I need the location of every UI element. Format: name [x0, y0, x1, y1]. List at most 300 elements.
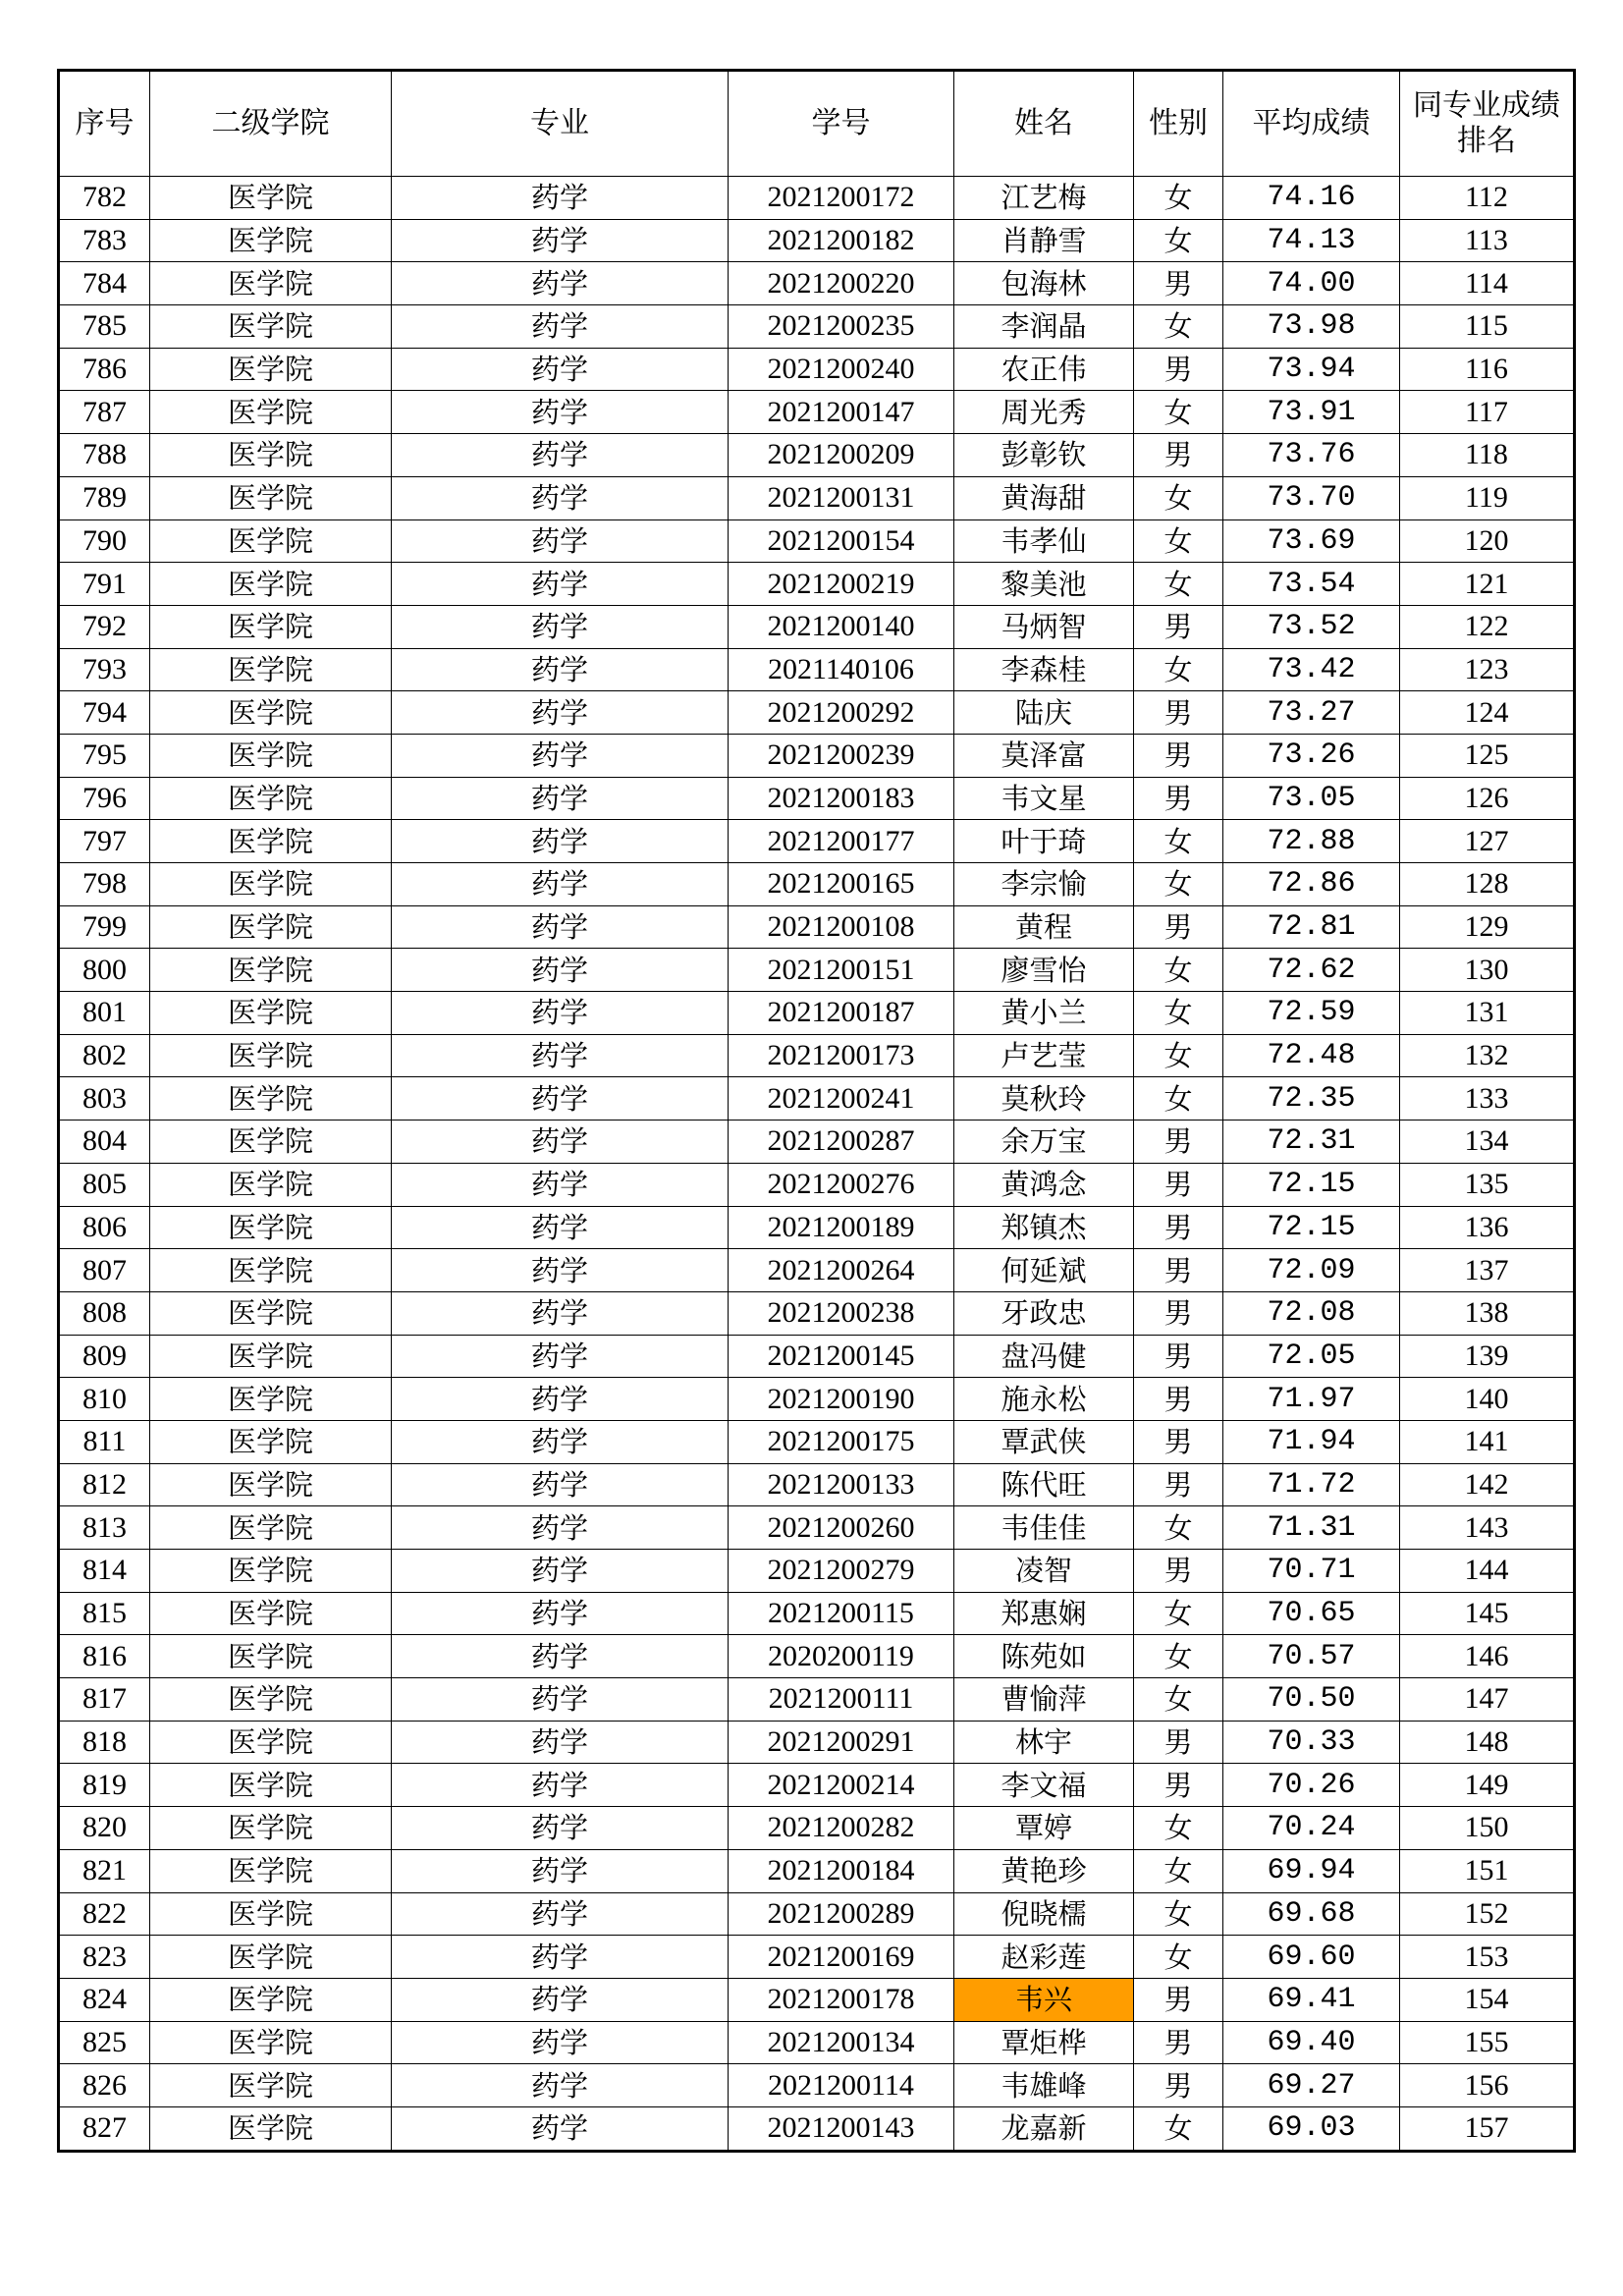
- seq-cell: 802: [59, 1034, 150, 1077]
- seq-cell: 820: [59, 1807, 150, 1850]
- student-id-cell: 2021200220: [729, 262, 954, 305]
- major-cell: 药学: [392, 1463, 729, 1506]
- avg-score-cell: 72.05: [1223, 1335, 1400, 1378]
- college-cell: 医学院: [150, 1892, 392, 1936]
- name-cell: 倪晓檽: [954, 1892, 1134, 1936]
- table-row: [59, 820, 1575, 863]
- rank-cell: 125: [1400, 734, 1575, 777]
- seq-cell: 805: [59, 1163, 150, 1206]
- avg-score-cell: 72.88: [1223, 820, 1400, 863]
- avg-score-cell: 71.94: [1223, 1420, 1400, 1463]
- gender-cell: 女: [1134, 949, 1223, 992]
- major-cell: 药学: [392, 262, 729, 305]
- name-cell: 李润晶: [954, 305, 1134, 349]
- student-id-cell: 2021200289: [729, 1892, 954, 1936]
- student-id-cell: 2021200115: [729, 1592, 954, 1635]
- college-cell: 医学院: [150, 1420, 392, 1463]
- rank-cell: 138: [1400, 1291, 1575, 1335]
- gender-cell: 男: [1134, 734, 1223, 777]
- avg-score-cell: 73.52: [1223, 605, 1400, 648]
- seq-cell: 784: [59, 262, 150, 305]
- avg-score-cell: 72.86: [1223, 863, 1400, 906]
- name-cell: 陆庆: [954, 691, 1134, 735]
- rank-cell: 140: [1400, 1378, 1575, 1421]
- table-row: [59, 177, 1575, 220]
- college-cell: 医学院: [150, 1335, 392, 1378]
- table-row: [59, 1034, 1575, 1077]
- avg-score-cell: 69.94: [1223, 1849, 1400, 1892]
- student-id-cell: 2021200169: [729, 1936, 954, 1979]
- gender-cell: 女: [1134, 391, 1223, 434]
- name-cell: 余万宝: [954, 1121, 1134, 1164]
- table-row: [59, 1592, 1575, 1635]
- table-row: [59, 2021, 1575, 2064]
- name-cell: 莫秋玲: [954, 1077, 1134, 1121]
- table-row: [59, 1892, 1575, 1936]
- major-cell: 药学: [392, 648, 729, 691]
- gender-cell: 女: [1134, 820, 1223, 863]
- name-cell: 黄程: [954, 905, 1134, 949]
- seq-cell: 808: [59, 1291, 150, 1335]
- name-cell: 廖雪怡: [954, 949, 1134, 992]
- college-cell: 医学院: [150, 348, 392, 391]
- college-cell: 医学院: [150, 949, 392, 992]
- rank-cell: 126: [1400, 777, 1575, 820]
- college-cell: 医学院: [150, 476, 392, 519]
- seq-cell: 815: [59, 1592, 150, 1635]
- seq-cell: 795: [59, 734, 150, 777]
- student-id-cell: 2021200114: [729, 2064, 954, 2107]
- student-id-cell: 2021200177: [729, 820, 954, 863]
- seq-cell: 813: [59, 1506, 150, 1550]
- student-id-cell: 2021200147: [729, 391, 954, 434]
- table-row: [59, 905, 1575, 949]
- name-cell: 凌智: [954, 1550, 1134, 1593]
- college-cell: 医学院: [150, 1249, 392, 1292]
- table-row: [59, 563, 1575, 606]
- rank-cell: 144: [1400, 1550, 1575, 1593]
- seq-cell: 824: [59, 1978, 150, 2021]
- student-id-cell: 2021200131: [729, 476, 954, 519]
- seq-cell: 788: [59, 434, 150, 477]
- student-id-cell: 2021200151: [729, 949, 954, 992]
- student-id-cell: 2021200182: [729, 219, 954, 262]
- rank-cell: 147: [1400, 1678, 1575, 1722]
- seq-cell: 821: [59, 1849, 150, 1892]
- gender-cell: 女: [1134, 305, 1223, 349]
- rank-cell: 145: [1400, 1592, 1575, 1635]
- gender-cell: 女: [1134, 2106, 1223, 2151]
- gender-cell: 女: [1134, 1034, 1223, 1077]
- avg-score-cell: 73.91: [1223, 391, 1400, 434]
- name-cell: 农正伟: [954, 348, 1134, 391]
- name-cell: 龙嘉新: [954, 2106, 1134, 2151]
- rank-cell: 129: [1400, 905, 1575, 949]
- avg-score-cell: 74.00: [1223, 262, 1400, 305]
- student-id-cell: 2021200276: [729, 1163, 954, 1206]
- name-cell: 李宗愉: [954, 863, 1134, 906]
- major-cell: 药学: [392, 1077, 729, 1121]
- table-row: [59, 1163, 1575, 1206]
- rank-cell: 121: [1400, 563, 1575, 606]
- gender-cell: 男: [1134, 1378, 1223, 1421]
- major-cell: 药学: [392, 905, 729, 949]
- name-cell: 肖静雪: [954, 219, 1134, 262]
- gender-cell: 男: [1134, 1249, 1223, 1292]
- major-cell: 药学: [392, 863, 729, 906]
- rank-cell: 155: [1400, 2021, 1575, 2064]
- major-cell: 药学: [392, 1378, 729, 1421]
- seq-cell: 807: [59, 1249, 150, 1292]
- gender-cell: 男: [1134, 1978, 1223, 2021]
- student-id-cell: 2021200175: [729, 1420, 954, 1463]
- table-row: [59, 305, 1575, 349]
- rank-cell: 136: [1400, 1206, 1575, 1249]
- rank-cell: 119: [1400, 476, 1575, 519]
- gender-cell: 女: [1134, 1077, 1223, 1121]
- avg-score-cell: 70.33: [1223, 1721, 1400, 1764]
- college-cell: 医学院: [150, 1936, 392, 1979]
- major-cell: 药学: [392, 1034, 729, 1077]
- rank-cell: 132: [1400, 1034, 1575, 1077]
- seq-cell: 810: [59, 1378, 150, 1421]
- student-id-cell: 2021200178: [729, 1978, 954, 2021]
- college-cell: 医学院: [150, 2064, 392, 2107]
- name-cell: 郑惠娴: [954, 1592, 1134, 1635]
- avg-score-cell: 70.50: [1223, 1678, 1400, 1722]
- avg-score-cell: 70.71: [1223, 1550, 1400, 1593]
- avg-score-cell: 70.57: [1223, 1635, 1400, 1678]
- student-id-cell: 2021200145: [729, 1335, 954, 1378]
- rank-cell: 127: [1400, 820, 1575, 863]
- seq-cell: 785: [59, 305, 150, 349]
- gender-cell: 男: [1134, 777, 1223, 820]
- avg-score-cell: 72.62: [1223, 949, 1400, 992]
- seq-cell: 816: [59, 1635, 150, 1678]
- college-cell: 医学院: [150, 1463, 392, 1506]
- major-cell: 药学: [392, 2106, 729, 2151]
- name-cell: 郑镇杰: [954, 1206, 1134, 1249]
- table-row: [59, 1335, 1575, 1378]
- avg-score-cell: 72.09: [1223, 1249, 1400, 1292]
- college-cell: 医学院: [150, 305, 392, 349]
- rank-cell: 156: [1400, 2064, 1575, 2107]
- name-cell: 覃武侠: [954, 1420, 1134, 1463]
- header-avg-score: 平均成绩: [1223, 71, 1400, 177]
- table-row: [59, 1249, 1575, 1292]
- rank-cell: 154: [1400, 1978, 1575, 2021]
- name-cell: 江艺梅: [954, 177, 1134, 220]
- major-cell: 药学: [392, 992, 729, 1035]
- seq-cell: 786: [59, 348, 150, 391]
- student-id-cell: 2021200282: [729, 1807, 954, 1850]
- table-row: [59, 2106, 1575, 2151]
- major-cell: 药学: [392, 2064, 729, 2107]
- college-cell: 医学院: [150, 1206, 392, 1249]
- gender-cell: 女: [1134, 1635, 1223, 1678]
- rank-cell: 137: [1400, 1249, 1575, 1292]
- table-row: [59, 1420, 1575, 1463]
- major-cell: 药学: [392, 691, 729, 735]
- gender-cell: 女: [1134, 1892, 1223, 1936]
- college-cell: 医学院: [150, 1978, 392, 2021]
- avg-score-cell: 72.35: [1223, 1077, 1400, 1121]
- college-cell: 医学院: [150, 1678, 392, 1722]
- student-id-cell: 2021200111: [729, 1678, 954, 1722]
- name-cell: 黄艳珍: [954, 1849, 1134, 1892]
- table-row: [59, 476, 1575, 519]
- rank-cell: 114: [1400, 262, 1575, 305]
- student-id-cell: 2021200108: [729, 905, 954, 949]
- seq-cell: 823: [59, 1936, 150, 1979]
- gender-cell: 男: [1134, 691, 1223, 735]
- avg-score-cell: 69.40: [1223, 2021, 1400, 2064]
- avg-score-cell: 71.97: [1223, 1378, 1400, 1421]
- seq-cell: 790: [59, 519, 150, 563]
- avg-score-cell: 71.31: [1223, 1506, 1400, 1550]
- college-cell: 医学院: [150, 648, 392, 691]
- avg-score-cell: 73.42: [1223, 648, 1400, 691]
- seq-cell: 814: [59, 1550, 150, 1593]
- name-cell: 黄鸿念: [954, 1163, 1134, 1206]
- major-cell: 药学: [392, 391, 729, 434]
- name-cell: 施永松: [954, 1378, 1134, 1421]
- gender-cell: 女: [1134, 476, 1223, 519]
- college-cell: 医学院: [150, 2021, 392, 2064]
- table-row: [59, 519, 1575, 563]
- seq-cell: 789: [59, 476, 150, 519]
- table-row: [59, 992, 1575, 1035]
- name-cell: 韦孝仙: [954, 519, 1134, 563]
- college-cell: 医学院: [150, 1721, 392, 1764]
- seq-cell: 800: [59, 949, 150, 992]
- table-body: [59, 177, 1575, 2152]
- seq-cell: 825: [59, 2021, 150, 2064]
- table-row: [59, 1764, 1575, 1807]
- seq-cell: 791: [59, 563, 150, 606]
- rank-cell: 117: [1400, 391, 1575, 434]
- name-cell: 韦雄峰: [954, 2064, 1134, 2107]
- table-row: [59, 1463, 1575, 1506]
- name-cell: 韦文星: [954, 777, 1134, 820]
- major-cell: 药学: [392, 1764, 729, 1807]
- seq-cell: 811: [59, 1420, 150, 1463]
- name-cell: 林宇: [954, 1721, 1134, 1764]
- gender-cell: 女: [1134, 1807, 1223, 1850]
- gender-cell: 男: [1134, 434, 1223, 477]
- name-cell: 陈代旺: [954, 1463, 1134, 1506]
- table-row: [59, 262, 1575, 305]
- avg-score-cell: 69.60: [1223, 1936, 1400, 1979]
- major-cell: 药学: [392, 563, 729, 606]
- seq-cell: 827: [59, 2106, 150, 2151]
- college-cell: 医学院: [150, 219, 392, 262]
- college-cell: 医学院: [150, 1163, 392, 1206]
- avg-score-cell: 70.24: [1223, 1807, 1400, 1850]
- table-row: [59, 648, 1575, 691]
- header-student-id: 学号: [729, 71, 954, 177]
- student-id-cell: 2021200173: [729, 1034, 954, 1077]
- student-id-cell: 2021200235: [729, 305, 954, 349]
- score-table: [57, 69, 1576, 2153]
- major-cell: 药学: [392, 1206, 729, 1249]
- rank-cell: 151: [1400, 1849, 1575, 1892]
- rank-cell: 152: [1400, 1892, 1575, 1936]
- name-cell: 覃炬桦: [954, 2021, 1134, 2064]
- table-row: [59, 1635, 1575, 1678]
- major-cell: 药学: [392, 949, 729, 992]
- gender-cell: 男: [1134, 1420, 1223, 1463]
- table-row: [59, 1077, 1575, 1121]
- table-row: [59, 219, 1575, 262]
- student-id-cell: 2021200187: [729, 992, 954, 1035]
- header-college: 二级学院: [150, 71, 392, 177]
- name-cell: 李森桂: [954, 648, 1134, 691]
- major-cell: 药学: [392, 1849, 729, 1892]
- college-cell: 医学院: [150, 177, 392, 220]
- seq-cell: 806: [59, 1206, 150, 1249]
- header-row: [59, 71, 1575, 177]
- gender-cell: 男: [1134, 348, 1223, 391]
- name-cell: 何延斌: [954, 1249, 1134, 1292]
- avg-score-cell: 73.94: [1223, 348, 1400, 391]
- gender-cell: 女: [1134, 1936, 1223, 1979]
- rank-cell: 146: [1400, 1635, 1575, 1678]
- student-id-cell: 2021200183: [729, 777, 954, 820]
- avg-score-cell: 73.54: [1223, 563, 1400, 606]
- seq-cell: 783: [59, 219, 150, 262]
- gender-cell: 男: [1134, 905, 1223, 949]
- rank-cell: 122: [1400, 605, 1575, 648]
- rank-cell: 148: [1400, 1721, 1575, 1764]
- major-cell: 药学: [392, 605, 729, 648]
- student-id-cell: 2021200240: [729, 348, 954, 391]
- rank-cell: 149: [1400, 1764, 1575, 1807]
- major-cell: 药学: [392, 1678, 729, 1722]
- gender-cell: 男: [1134, 1764, 1223, 1807]
- avg-score-cell: 69.03: [1223, 2106, 1400, 2151]
- student-id-cell: 2021200154: [729, 519, 954, 563]
- avg-score-cell: 70.26: [1223, 1764, 1400, 1807]
- student-id-cell: 2021200238: [729, 1291, 954, 1335]
- seq-cell: 826: [59, 2064, 150, 2107]
- seq-cell: 819: [59, 1764, 150, 1807]
- rank-cell: 143: [1400, 1506, 1575, 1550]
- college-cell: 医学院: [150, 434, 392, 477]
- rank-cell: 130: [1400, 949, 1575, 992]
- rank-cell: 133: [1400, 1077, 1575, 1121]
- major-cell: 药学: [392, 1163, 729, 1206]
- table-row: [59, 1978, 1575, 2021]
- header-gender: 性别: [1134, 71, 1223, 177]
- rank-cell: 115: [1400, 305, 1575, 349]
- gender-cell: 女: [1134, 1506, 1223, 1550]
- gender-cell: 男: [1134, 1550, 1223, 1593]
- student-id-cell: 2021140106: [729, 648, 954, 691]
- avg-score-cell: 70.65: [1223, 1592, 1400, 1635]
- college-cell: 医学院: [150, 1550, 392, 1593]
- avg-score-cell: 74.13: [1223, 219, 1400, 262]
- gender-cell: 男: [1134, 2021, 1223, 2064]
- gender-cell: 男: [1134, 262, 1223, 305]
- rank-cell: 113: [1400, 219, 1575, 262]
- seq-cell: 804: [59, 1121, 150, 1164]
- name-cell: 马炳智: [954, 605, 1134, 648]
- college-cell: 医学院: [150, 905, 392, 949]
- major-cell: 药学: [392, 434, 729, 477]
- major-cell: 药学: [392, 177, 729, 220]
- header-major-rank: 同专业成绩排名: [1400, 71, 1575, 177]
- major-cell: 药学: [392, 476, 729, 519]
- college-cell: 医学院: [150, 262, 392, 305]
- avg-score-cell: 72.48: [1223, 1034, 1400, 1077]
- student-id-cell: 2021200209: [729, 434, 954, 477]
- table-row: [59, 391, 1575, 434]
- student-id-cell: 2021200134: [729, 2021, 954, 2064]
- college-cell: 医学院: [150, 1807, 392, 1850]
- name-cell: 陈苑如: [954, 1635, 1134, 1678]
- rank-cell: 153: [1400, 1936, 1575, 1979]
- rank-cell: 157: [1400, 2106, 1575, 2151]
- seq-cell: 822: [59, 1892, 150, 1936]
- name-cell: 卢艺莹: [954, 1034, 1134, 1077]
- rank-cell: 131: [1400, 992, 1575, 1035]
- college-cell: 医学院: [150, 734, 392, 777]
- name-cell: 彭彰钦: [954, 434, 1134, 477]
- table-row: [59, 691, 1575, 735]
- major-cell: 药学: [392, 1592, 729, 1635]
- college-cell: 医学院: [150, 1506, 392, 1550]
- name-cell: 黎美池: [954, 563, 1134, 606]
- student-id-cell: 2021200292: [729, 691, 954, 735]
- gender-cell: 男: [1134, 1463, 1223, 1506]
- gender-cell: 女: [1134, 992, 1223, 1035]
- avg-score-cell: 73.76: [1223, 434, 1400, 477]
- name-cell: 曹愉萍: [954, 1678, 1134, 1722]
- avg-score-cell: 74.16: [1223, 177, 1400, 220]
- rank-cell: 118: [1400, 434, 1575, 477]
- gender-cell: 男: [1134, 2064, 1223, 2107]
- student-id-cell: 2021200239: [729, 734, 954, 777]
- student-id-cell: 2021200279: [729, 1550, 954, 1593]
- seq-cell: 818: [59, 1721, 150, 1764]
- avg-score-cell: 73.26: [1223, 734, 1400, 777]
- major-cell: 药学: [392, 734, 729, 777]
- gender-cell: 男: [1134, 1163, 1223, 1206]
- college-cell: 医学院: [150, 1592, 392, 1635]
- gender-cell: 女: [1134, 519, 1223, 563]
- avg-score-cell: 72.31: [1223, 1121, 1400, 1164]
- seq-cell: 803: [59, 1077, 150, 1121]
- rank-cell: 141: [1400, 1420, 1575, 1463]
- seq-cell: 817: [59, 1678, 150, 1722]
- avg-score-cell: 72.08: [1223, 1291, 1400, 1335]
- college-cell: 医学院: [150, 391, 392, 434]
- gender-cell: 男: [1134, 605, 1223, 648]
- rank-cell: 139: [1400, 1335, 1575, 1378]
- table-row: [59, 1807, 1575, 1850]
- college-cell: 医学院: [150, 519, 392, 563]
- seq-cell: 782: [59, 177, 150, 220]
- seq-cell: 787: [59, 391, 150, 434]
- rank-cell: 135: [1400, 1163, 1575, 1206]
- table-row: [59, 1849, 1575, 1892]
- student-id-cell: 2021200143: [729, 2106, 954, 2151]
- major-cell: 药学: [392, 1121, 729, 1164]
- rank-cell: 150: [1400, 1807, 1575, 1850]
- major-cell: 药学: [392, 1291, 729, 1335]
- header-major: 专业: [392, 71, 729, 177]
